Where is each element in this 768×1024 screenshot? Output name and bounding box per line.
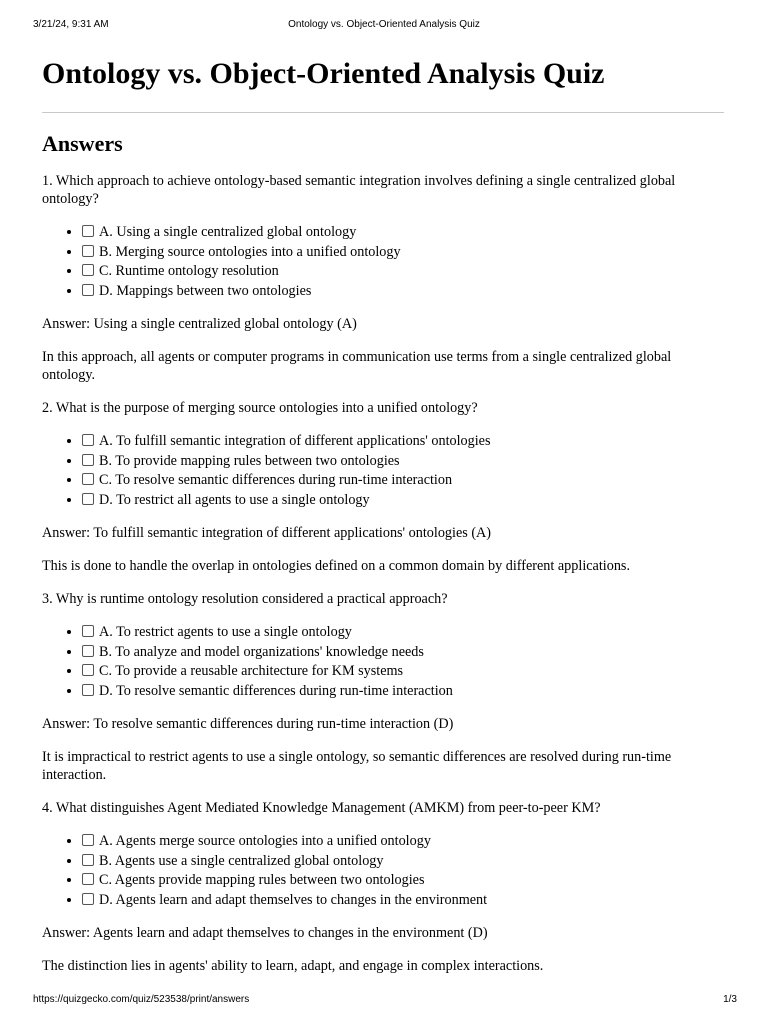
question-text: 4. What distinguishes Agent Mediated Knowledge Management (AMKM) from peer-to-peer KM?: [42, 800, 601, 816]
checkbox-icon[interactable]: [82, 645, 94, 657]
checkbox-icon[interactable]: [82, 454, 94, 466]
option-label: C. Runtime ontology resolution: [99, 263, 279, 279]
options-list: [42, 223, 724, 301]
option-item: [82, 262, 724, 282]
checkbox-icon[interactable]: [82, 873, 94, 885]
title-divider: [42, 112, 724, 113]
print-datetime: 3/21/24, 9:31 AM: [33, 19, 109, 30]
checkbox-icon[interactable]: [82, 834, 94, 846]
option-label: B. Merging source ontologies into a unified ontology: [99, 243, 401, 260]
explanation-text: This is done to handle the overlap in ontologies defined on a common domain by different applications.: [42, 558, 630, 574]
option-item: [82, 643, 724, 663]
page-content: [42, 52, 724, 975]
question-block-4: [42, 799, 724, 975]
option-item: [82, 223, 724, 243]
checkbox-icon[interactable]: [82, 854, 94, 866]
option-label: A. To restrict agents to use a single ontology: [99, 624, 352, 640]
option-item: [82, 471, 724, 491]
print-url[interactable]: https://quizgecko.com/quiz/523538/print/answers: [33, 994, 250, 1005]
checkbox-icon[interactable]: [82, 264, 94, 276]
answer-text: Answer: Using a single centralized global ontology (A): [42, 316, 357, 332]
option-item: [82, 491, 724, 511]
checkbox-icon[interactable]: [82, 434, 94, 446]
options-list: [42, 832, 724, 910]
option-item: [82, 852, 724, 872]
print-doc-title: Ontology vs. Object-Oriented Analysis Quiz: [288, 19, 480, 30]
question-text: 2. What is the purpose of merging source ontologies into a unified ontology?: [42, 400, 478, 416]
option-label: D. Agents learn and adapt themselves to changes in the environment: [99, 891, 488, 908]
option-label: D. Mappings between two ontologies: [99, 282, 312, 299]
option-label: C. To resolve semantic differences during run-time interaction: [99, 472, 453, 488]
checkbox-icon[interactable]: [82, 284, 94, 296]
option-label: A. Agents merge source ontologies into a unified ontology: [99, 833, 431, 849]
option-label: B. Agents use a single centralized global ontology: [99, 852, 384, 869]
checkbox-icon[interactable]: [82, 473, 94, 485]
option-item: [82, 832, 724, 852]
option-label: B. To analyze and model organizations' knowledge needs: [99, 643, 424, 660]
option-label: C. To provide a reusable architecture for KM systems: [99, 663, 404, 679]
option-item: [82, 682, 724, 702]
option-item: [82, 891, 724, 911]
question-block-2: [42, 399, 724, 575]
option-item: [82, 871, 724, 891]
checkbox-icon[interactable]: [82, 245, 94, 257]
print-footer: [0, 992, 768, 1012]
checkbox-icon[interactable]: [82, 225, 94, 237]
question-block-3: [42, 590, 724, 784]
options-list: [42, 623, 724, 701]
option-label: B. To provide mapping rules between two ontologies: [99, 452, 400, 469]
answer-text: Answer: Agents learn and adapt themselves to changes in the environment (D): [42, 925, 488, 941]
option-item: [82, 243, 724, 263]
question-text: 3. Why is runtime ontology resolution considered a practical approach?: [42, 591, 448, 607]
option-item: [82, 662, 724, 682]
page-number: 1/3: [723, 994, 737, 1005]
checkbox-icon[interactable]: [82, 625, 94, 637]
option-label: C. Agents provide mapping rules between two ontologies: [99, 872, 425, 888]
checkbox-icon[interactable]: [82, 893, 94, 905]
page-title: Ontology vs. Object-Oriented Analysis Quiz: [42, 57, 605, 90]
option-label: D. To resolve semantic differences during run-time interaction: [99, 682, 453, 699]
question-text: 1. Which approach to achieve ontology-based semantic integration involves defining a single centralized global ontology?: [42, 173, 676, 207]
option-label: D. To restrict all agents to use a single ontology: [99, 491, 370, 508]
option-item: [82, 452, 724, 472]
print-header: [0, 0, 768, 48]
answer-text: Answer: To resolve semantic differences during run-time interaction (D): [42, 716, 454, 732]
option-item: [82, 282, 724, 302]
option-label: A. Using a single centralized global ontology: [99, 224, 357, 240]
explanation-text: It is impractical to restrict agents to use a single ontology, so semantic differences are resolved during run-time interaction.: [42, 749, 672, 783]
answer-text: Answer: To fulfill semantic integration of different applications' ontologies (A): [42, 525, 492, 541]
options-list: [42, 432, 724, 510]
explanation-text: The distinction lies in agents' ability to learn, adapt, and engage in complex interactions.: [42, 958, 544, 974]
checkbox-icon[interactable]: [82, 664, 94, 676]
explanation-text: In this approach, all agents or computer programs in communication use terms from a single centralized global ontology.: [42, 349, 672, 383]
checkbox-icon[interactable]: [82, 493, 94, 505]
option-item: [82, 432, 724, 452]
question-block-1: [42, 172, 724, 384]
section-heading: Answers: [42, 131, 123, 156]
checkbox-icon[interactable]: [82, 684, 94, 696]
option-label: A. To fulfill semantic integration of different applications' ontologies: [99, 433, 491, 449]
option-item: [82, 623, 724, 643]
